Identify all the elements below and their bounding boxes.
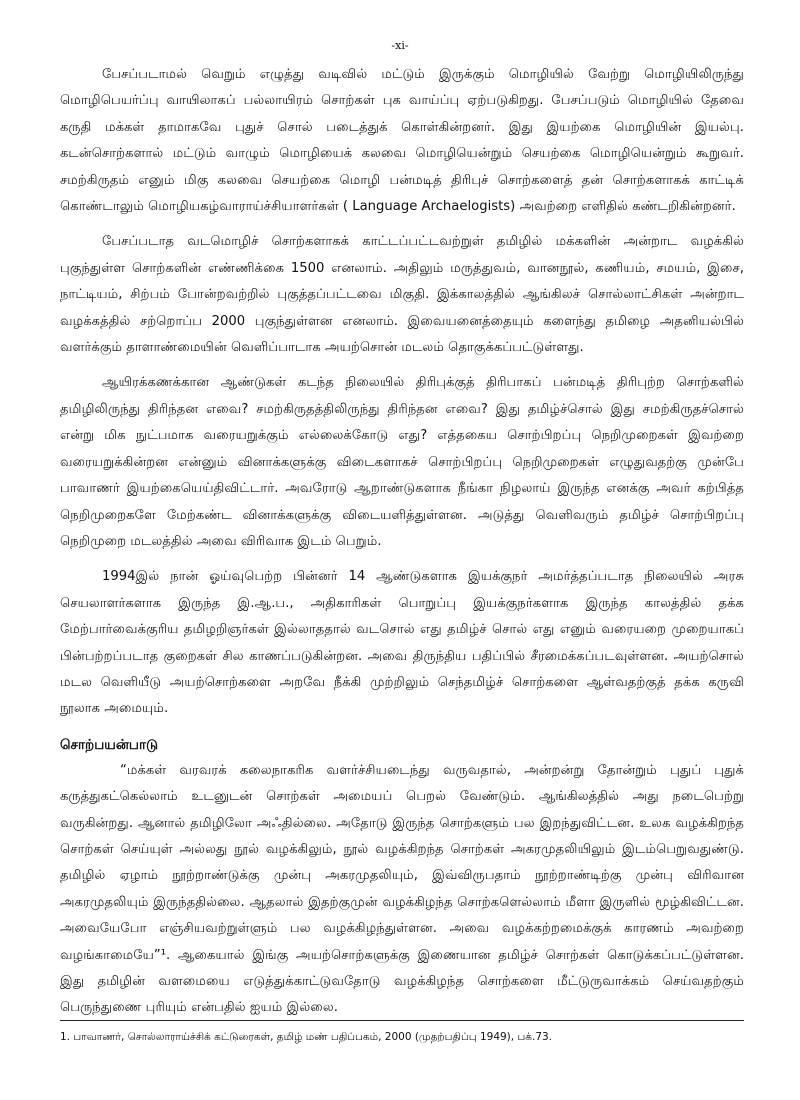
section-heading: சொற்பயன்பாடு — [60, 736, 159, 753]
paragraph-4: 1994இல் நான் ஓய்வுபெற்ற பின்னர் 14 ஆண்டுகளாக இயக்குநர் அமர்த்தப்படாத நிலையில் அரசு செயலாளர்களாக இருந்த இ.ஆ.ப., அதிகாரிகள் பொறுப்பு இயக்குநர்களாக இருந்த காலத்தில் தக்க மேற்பார்வைக்குரிய தமிழறிஞர்கள் இல்லாததால் வடசொல் எது தமிழ்ச் சொல் எது எனும் வரையறை முறையாகப் பின்பற்றப்படாத குறைகள் சில காணப்படுகின்றன. அவை திருந்திய பதிப்பில் சீரமைக்கப்படவுள்ளன. அயற்சொல் மடல வெளியீடு அயற்சொற்களை அறவே நீக்கி முற்றிலும் செந்தமிழ்ச் சொற்களை ஆள்வதற்குத் தக்க கருவி நூலாக அமையும். — [60, 569, 744, 717]
page-number: -xi- — [391, 39, 409, 52]
paragraph-1: பேசப்படாமல் வெறும் எழுத்து வடிவில் மட்டும் இருக்கும் மொழியில் வேற்று மொழியிலிருந்து மொழிபெயர்ப்பு வாயிலாகப் பல்லாயிரம் சொற்கள் புக வாய்ப்பு ஏற்படுகிறது. பேசப்படும் மொழியில் தேவை கருதி மக்கள் தாமாகவே புதுச் சொல் படைத்துக் கொள்கின்றனர். இது இயற்கை மொழியின் இயல்பு. கடன்சொற்களால் மட்டும் வாழும் மொழியைக் கலவை மொழியென்றும் செயற்கை மொழியென்றும் கூறுவர். சமற்கிருதம் எனும் மிகு கலவை செயற்கை மொழி பன்மடித் திரிபுச் சொற்களைத் தன் சொற்களாகக் காட்டிக் கொண்டாலும் மொழியகழ்வாராய்ச்சியாளர்கள் ( Language Archaelogists) அவற்றை எளிதில் கண்டறிகின்றனர். — [60, 67, 744, 215]
body-text — [60, 62, 744, 1022]
footnote-divider — [60, 1020, 744, 1021]
footnote: 1. பாவாணர், சொல்லாராய்ச்சிக் கட்டுரைகள், தமிழ் மண் பதிப்பகம், 2000 (முதற்பதிப்பு 1949), பக்.73. — [60, 1031, 553, 1043]
paragraph-3: ஆயிரக்கணக்கான ஆண்டுகள் கடந்த நிலையில் திரிபுக்குத் திரிபாகப் பன்மடித் திரிபுற்ற சொற்களில் தமிழிலிருந்து திரிந்தன எவை? சமற்கிருதத்திலிருந்து திரிந்தன எவை? இது தமிழ்ச்சொல் இது சமற்கிருதச்சொல் என்று மிக நுட்பமாக வரையறுக்கும் எல்லைக்கோடு எது? எத்தகைய சொற்பிறப்பு நெறிமுறைகள் இவற்றை வரையறுக்கின்றன என்னும் வினாக்களுக்கு விடைகளாகச் சொற்பிறப்பு நெறிமுறைகள் எழுதுவதற்கு முன்பே பாவாணர் இயற்கையெய்திவிட்டார். அவரோடு ஆறாண்டுகளாக நீங்கா நிழலாய் இருந்த எனக்கு அவர் கற்பித்த நெறிமுறைகளே மேற்கண்ட வினாக்களுக்கு விடையளித்துள்ளன. அடுத்து வெளிவரும் தமிழ்ச் சொற்பிறப்பு நெறிமுறை மடலத்தில் அவை விரிவாக இடம் பெறும். — [60, 375, 744, 549]
paragraph-2: பேசப்படாத வடமொழிச் சொற்களாகக் காட்டப்பட்டவற்றுள் தமிழில் மக்களின் அன்றாட வழக்கில் புகுந்துள்ள சொற்களின் எண்ணிக்கை 1500 எனலாம். அதிலும் மருத்துவம், வானநூல், கணியம், சமயம், இசை, நாட்டியம், சிற்பம் போன்றவற்றில் புகுத்தப்பட்டவை மிகுதி. இக்காலத்தில் ஆங்கிலச் சொல்லாட்சிகள் அன்றாட வழக்கத்தில் சற்றொப்ப 2000 புகுந்துள்ளன எனலாம். இவையனைத்தையும் களைந்து தமிழை அதனியல்பில் வளர்க்கும் தாளாண்மையின் வெளிப்பாடாக அயற்சொன் மடலம் தொகுக்கப்பட்டுள்ளது. — [60, 234, 744, 356]
quote-paragraph: “மக்கள் வரவரக் கலைநாகரிக வளர்ச்சியடைந்து வருவதால், அன்றன்று தோன்றும் புதுப் புதுக் கருத்துகட்கெல்லாம் உடனுடன் சொற்கள் அமையப் பெறல் வேண்டும். ஆங்கிலத்தில் அது நடைபெற்று வருகின்றது. ஆனால் தமிழிலோ அஃதில்லை. அதோடு இருந்த சொற்களும் பல இறந்துவிட்டன. உலக வழக்கிறந்த சொற்கள் செய்யுள் அல்லது நூல் வழக்கிலும், நூல் வழக்கிறந்த சொற்கள் அகரமுதலியிலும் இடம்பெறுவதுண்டு. தமிழில் ஏழாம் நூற்றாண்டுக்கு முன்பு அகரமுதலியும், இவ்விருபதாம் நூற்றாண்டிற்கு முன்பு விரிவான அகரமுதலியும் இருந்ததில்லை. ஆதலால் இதற்குமுன் வழக்கிழந்த சொற்களெல்லாம் மீளா இருளில் மூழ்கிவிட்டன. அவையேபோ எஞ்சியவற்றுள்ளும் பல வழக்கிழந்துள்ளன. அவை வழக்கற்றமைக்குக் காரணம் அவற்றை வழங்காமையே”¹. ஆகையால் இங்கு அயற்சொற்களுக்கு இணையான தமிழ்ச் சொற்கள் கொடுக்கப்பட்டுள்ளன. இது தமிழின் வளமையை எடுத்துக்காட்டுவதோடு வழக்கிழந்த சொற்களை மீட்டுருவாக்கம் செய்வதற்கும் பெருந்துணை புரியும் என்பதில் ஐயம் இல்லை. — [60, 762, 744, 1016]
